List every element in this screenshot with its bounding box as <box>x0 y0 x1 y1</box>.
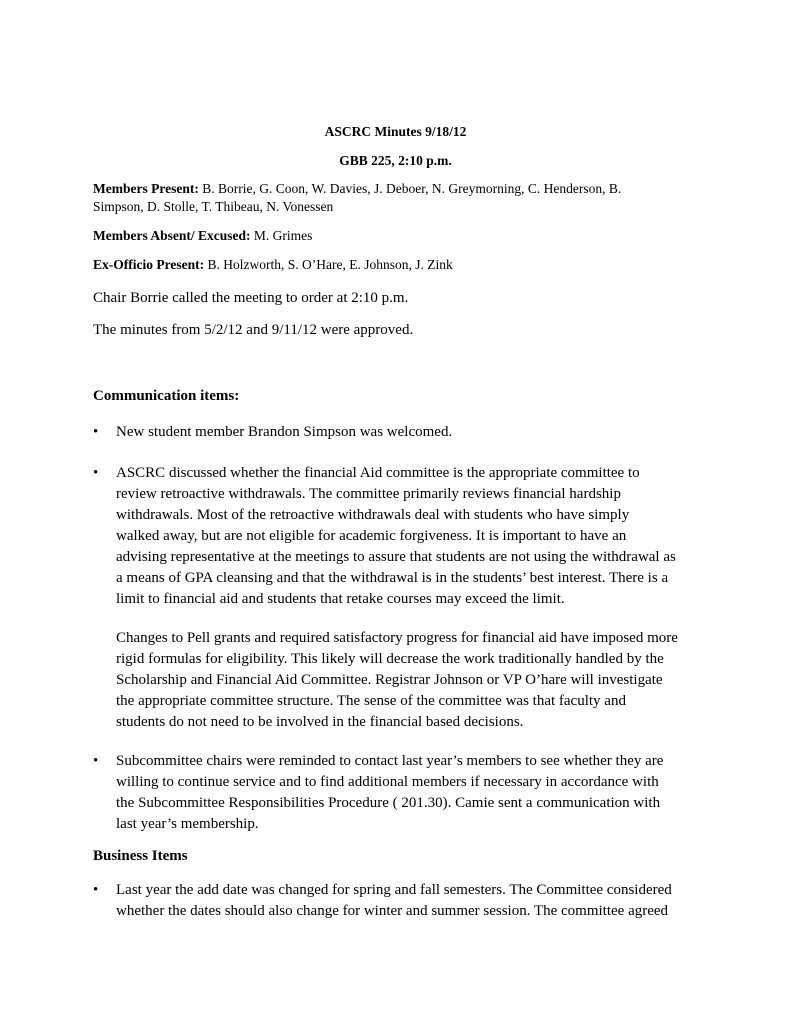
text-line: walked away, but are not eligible for academic forgiveness. It is important to have an <box>116 528 627 544</box>
text-line: withdrawals. Most of the retroactive withdrawals deal with students who have simply <box>116 507 630 523</box>
business-item-1 <box>116 880 706 922</box>
members-present-label: Members Present: <box>93 181 199 196</box>
meeting-location: GBB 225, 2:10 p.m. <box>339 153 452 168</box>
text-line: review retroactive withdrawals. The committee primarily reviews financial hardship <box>116 486 621 502</box>
text-line: last year’s membership. <box>116 816 259 832</box>
text-line: the Subcommittee Responsibilities Procedure ( 201.30). Camie sent a communication with <box>116 795 661 811</box>
communication-item-2-continued <box>116 628 706 733</box>
text-line: ASCRC discussed whether the financial Aid committee is the appropriate committee to <box>116 465 640 481</box>
text-line: a means of GPA cleansing and that the withdrawal is in the students’ best interest. There is a <box>116 570 669 586</box>
bullet-icon: • <box>93 882 99 898</box>
business-heading: Business Items <box>93 848 188 864</box>
members-absent-label: Members Absent/ Excused: <box>93 228 251 243</box>
communication-item-1: New student member Brandon Simpson was welcomed. <box>116 424 453 440</box>
members-present-value-2: Simpson, D. Stolle, T. Thibeau, N. Vonessen <box>93 199 334 214</box>
text-line: Last year the add date was changed for spring and fall semesters. The Committee considered <box>116 882 672 898</box>
text-line: the appropriate committee structure. The sense of the committee was that faculty and <box>116 693 626 709</box>
bullet-icon: • <box>93 465 99 481</box>
text-line: students do not need to be involved in the financial based decisions. <box>116 714 524 730</box>
text-line: Changes to Pell grants and required satisfactory progress for financial aid have imposed more <box>116 630 678 646</box>
ex-officio-label: Ex-Officio Present: <box>93 257 205 272</box>
members-absent <box>93 227 693 245</box>
members-present-value-1: B. Borrie, G. Coon, W. Davies, J. Deboer, N. Greymorning, C. Henderson, B. <box>198 181 622 196</box>
ex-officio-present <box>93 256 693 274</box>
bullet-icon: • <box>93 753 99 769</box>
ex-officio-value: B. Holzworth, S. O’Hare, E. Johnson, J. Zink <box>204 257 453 272</box>
text-line: Scholarship and Financial Aid Committee. Registrar Johnson or VP O’hare will investigate <box>116 672 663 688</box>
text-line: Subcommittee chairs were reminded to contact last year’s members to see whether they are <box>116 753 664 769</box>
text-line: whether the dates should also change for winter and summer session. The committee agreed <box>116 903 669 919</box>
communication-heading: Communication items: <box>93 388 240 404</box>
members-absent-value: M. Grimes <box>250 228 313 243</box>
text-line: rigid formulas for eligibility. This likely will decrease the work traditionally handled by the <box>116 651 664 667</box>
members-present <box>93 180 693 216</box>
call-to-order: Chair Borrie called the meeting to order at 2:10 p.m. <box>93 290 409 306</box>
text-line: willing to continue service and to find additional members if necessary in accordance with <box>116 774 659 790</box>
document-title: ASCRC Minutes 9/18/12 <box>324 124 467 139</box>
communication-item-2 <box>116 463 706 610</box>
communication-item-3 <box>116 751 706 835</box>
bullet-icon: • <box>93 424 99 440</box>
text-line: advising representative at the meetings to assure that students are not using the withdrawal as <box>116 549 676 565</box>
text-line: limit to financial aid and students that retake courses may exceed the limit. <box>116 591 565 607</box>
minutes-approved: The minutes from 5/2/12 and 9/11/12 were approved. <box>93 322 414 338</box>
